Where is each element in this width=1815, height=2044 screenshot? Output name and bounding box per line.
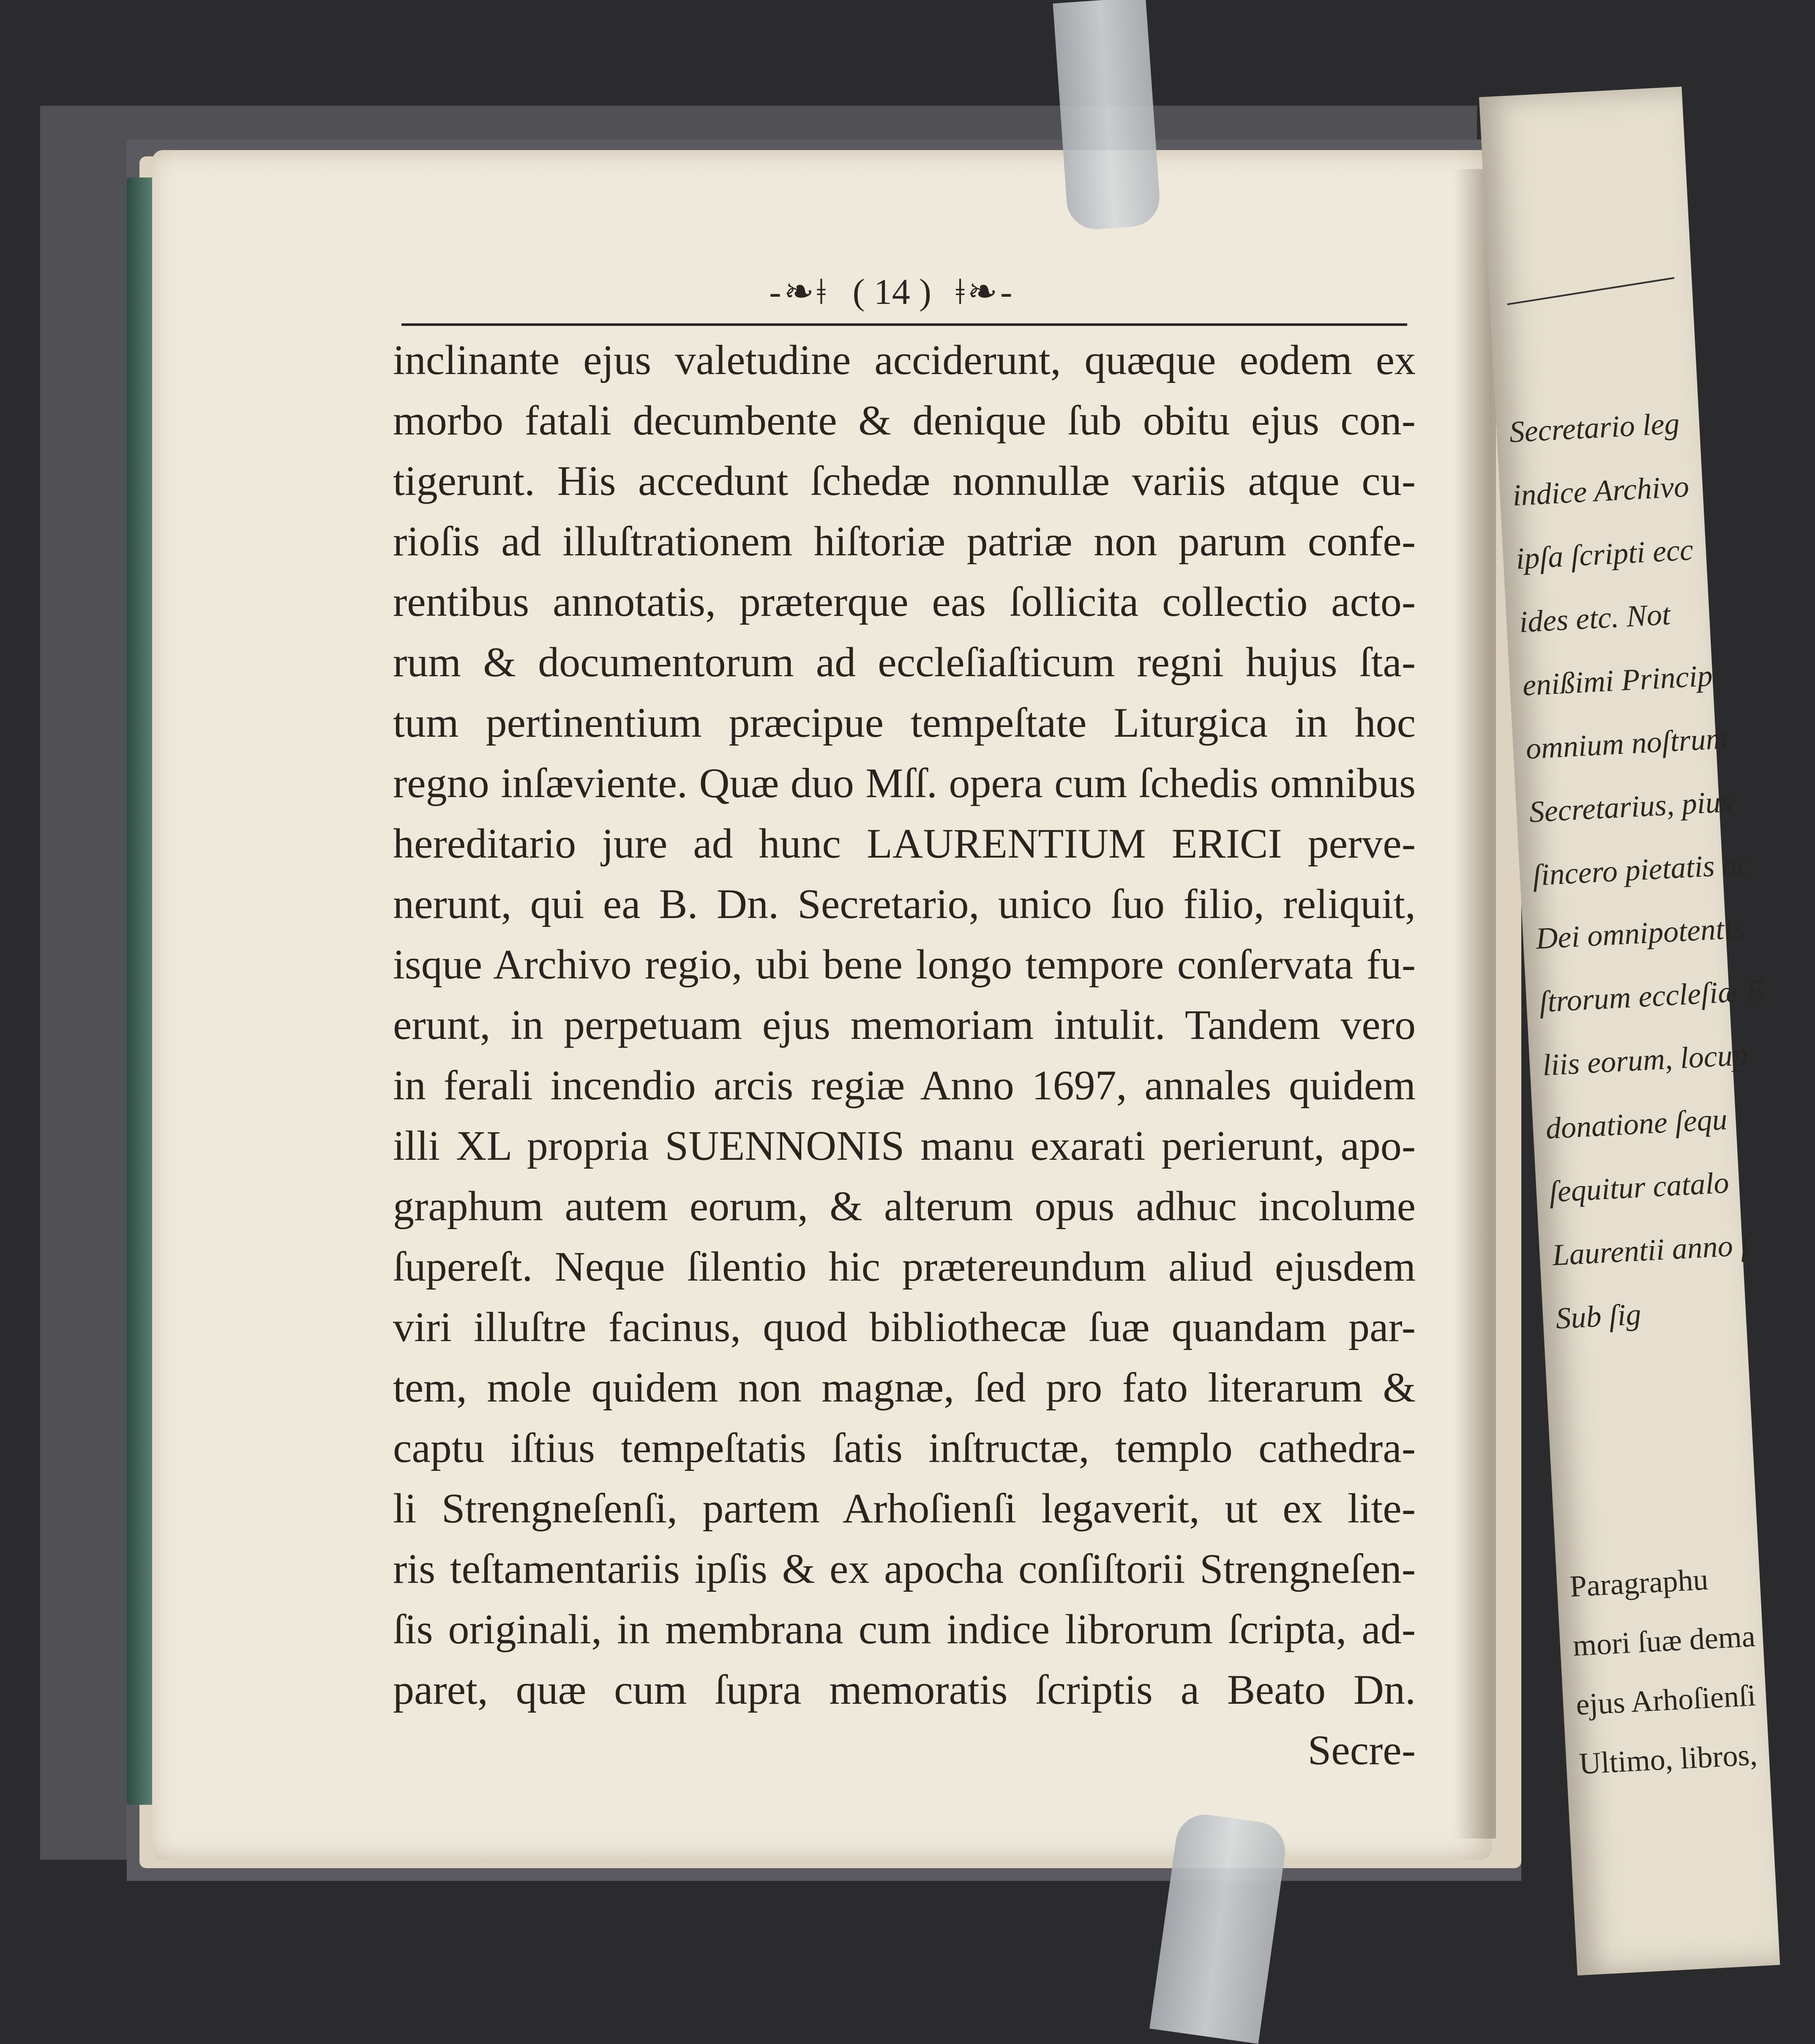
facing-page-line: Laurentii anno ſ xyxy=(1551,1228,1750,1272)
text-line: inclinante ejus valetudine acciderunt, quæque eodem ex xyxy=(393,336,1416,383)
header-ornament-left: -❧ǂ xyxy=(769,271,829,312)
facing-page-line: Sub ſig xyxy=(1555,1297,1642,1336)
facing-page-text xyxy=(1508,389,1782,1350)
facing-page-line: liis eorum, locup xyxy=(1541,1037,1749,1082)
facing-page-line: ſtrorum eccleſiæ E xyxy=(1538,973,1765,1019)
page-number: ( 14 ) xyxy=(852,271,931,312)
facing-page-line: ſincero pietatis ac xyxy=(1531,847,1752,892)
text-line: ſis originali, in membrana cum indice librorum ſcripta, ad- xyxy=(393,1606,1416,1653)
facing-page-line: Secretarius, pius xyxy=(1528,784,1733,829)
text-line: tigerunt. His accedunt ſchedæ nonnullæ variis atque cu- xyxy=(393,457,1416,504)
text-line: rum & documentorum ad eccleſiaſticum regni hujus ſta- xyxy=(393,639,1416,686)
header-ornament-right: ǂ❧- xyxy=(955,271,1015,312)
body-text xyxy=(393,330,1416,1780)
text-line: captu iſtius tempeſtatis ſatis inſtructæ, templo cathedra- xyxy=(393,1424,1416,1471)
facing-page-line: enißimi Princip xyxy=(1521,659,1714,702)
facing-page-line: ides etc. Not xyxy=(1518,597,1671,639)
text-line: viri illuſtre facinus, quod bibliothecæ ſuæ quandam par- xyxy=(393,1303,1416,1350)
text-line: ſupereſt. Neque ſilentio hic prætereundum aliud ejusdem xyxy=(393,1243,1416,1290)
text-line: regno inſæviente. Quæ duo Mſſ. opera cum ſchedis omnibus xyxy=(393,760,1416,806)
text-line: graphum autem eorum, & alterum opus adhuc incolume xyxy=(393,1183,1416,1230)
facing-page-line: mori ſuæ dema xyxy=(1572,1619,1756,1663)
header-rule xyxy=(401,323,1407,326)
catchword: Secre- xyxy=(1307,1727,1416,1773)
text-line: paret, quæ cum ſupra memoratis ſcriptis a Beato Dn. xyxy=(393,1666,1416,1713)
text-line: rioſis ad illuſtrationem hiſtoriæ patriæ non parum confe- xyxy=(393,518,1416,565)
text-line: nerunt, qui ea B. Dn. Secretario, unico ſuo filio, reliquit, xyxy=(393,880,1416,927)
text-line: tem, mole quidem non magnæ, ſed pro fato literarum & xyxy=(393,1364,1416,1411)
text-line: morbo fatali decumbente & denique ſub obitu ejus con- xyxy=(393,397,1416,444)
text-line: isque Archivo regio, ubi bene longo tempore conſervata fu- xyxy=(393,941,1416,988)
facing-page-line: Ultimo, libros, xyxy=(1578,1737,1758,1781)
facing-page-text-lower xyxy=(1568,1547,1763,1793)
facing-page-line: donatione ſequ xyxy=(1545,1102,1728,1146)
gutter-shadow xyxy=(1454,169,1496,1839)
facing-page-line: ejus Arhoſienſi xyxy=(1575,1678,1757,1722)
text-line: ris teſtamentariis ipſis & ex apocha conſiſtorii Strengneſen- xyxy=(393,1545,1416,1592)
facing-page-line: Secretario leg xyxy=(1508,406,1681,449)
text-line: rentibus annotatis, præterque eas ſollicita collectio acto- xyxy=(393,578,1416,625)
text-line: tum pertinentium præcipue tempeſtate Liturgica in hoc xyxy=(393,699,1416,746)
facing-page-line: omnium noſtrum xyxy=(1525,721,1729,766)
facing-page-line: Paragraphu xyxy=(1569,1562,1709,1604)
text-line: li Strengneſenſi, partem Arhoſienſi legaverit, ut ex lite- xyxy=(393,1485,1416,1532)
facing-page-line: indice Archivo xyxy=(1512,469,1690,513)
text-line: erunt, in perpetuam ejus memoriam intulit. Tandem vero xyxy=(393,1001,1416,1048)
facing-page xyxy=(1479,87,1780,1976)
text-line: in ferali incendio arcis regiæ Anno 1697, annales quidem xyxy=(393,1062,1416,1109)
facing-page-line: Dei omnipotentis xyxy=(1535,910,1745,956)
facing-page-rule xyxy=(1507,277,1675,306)
page-clip-top xyxy=(1053,0,1161,231)
text-line: illi XL propria SUENNONIS manu exarati perierunt, apo- xyxy=(393,1122,1416,1169)
text-line: hereditario jure ad hunc LAURENTIUM ERICI perve- xyxy=(393,820,1416,867)
facing-page-line: ſequitur catalo xyxy=(1548,1165,1730,1209)
page-header xyxy=(769,271,1141,330)
facing-page-line: ipſa ſcripti ecc xyxy=(1515,533,1694,576)
